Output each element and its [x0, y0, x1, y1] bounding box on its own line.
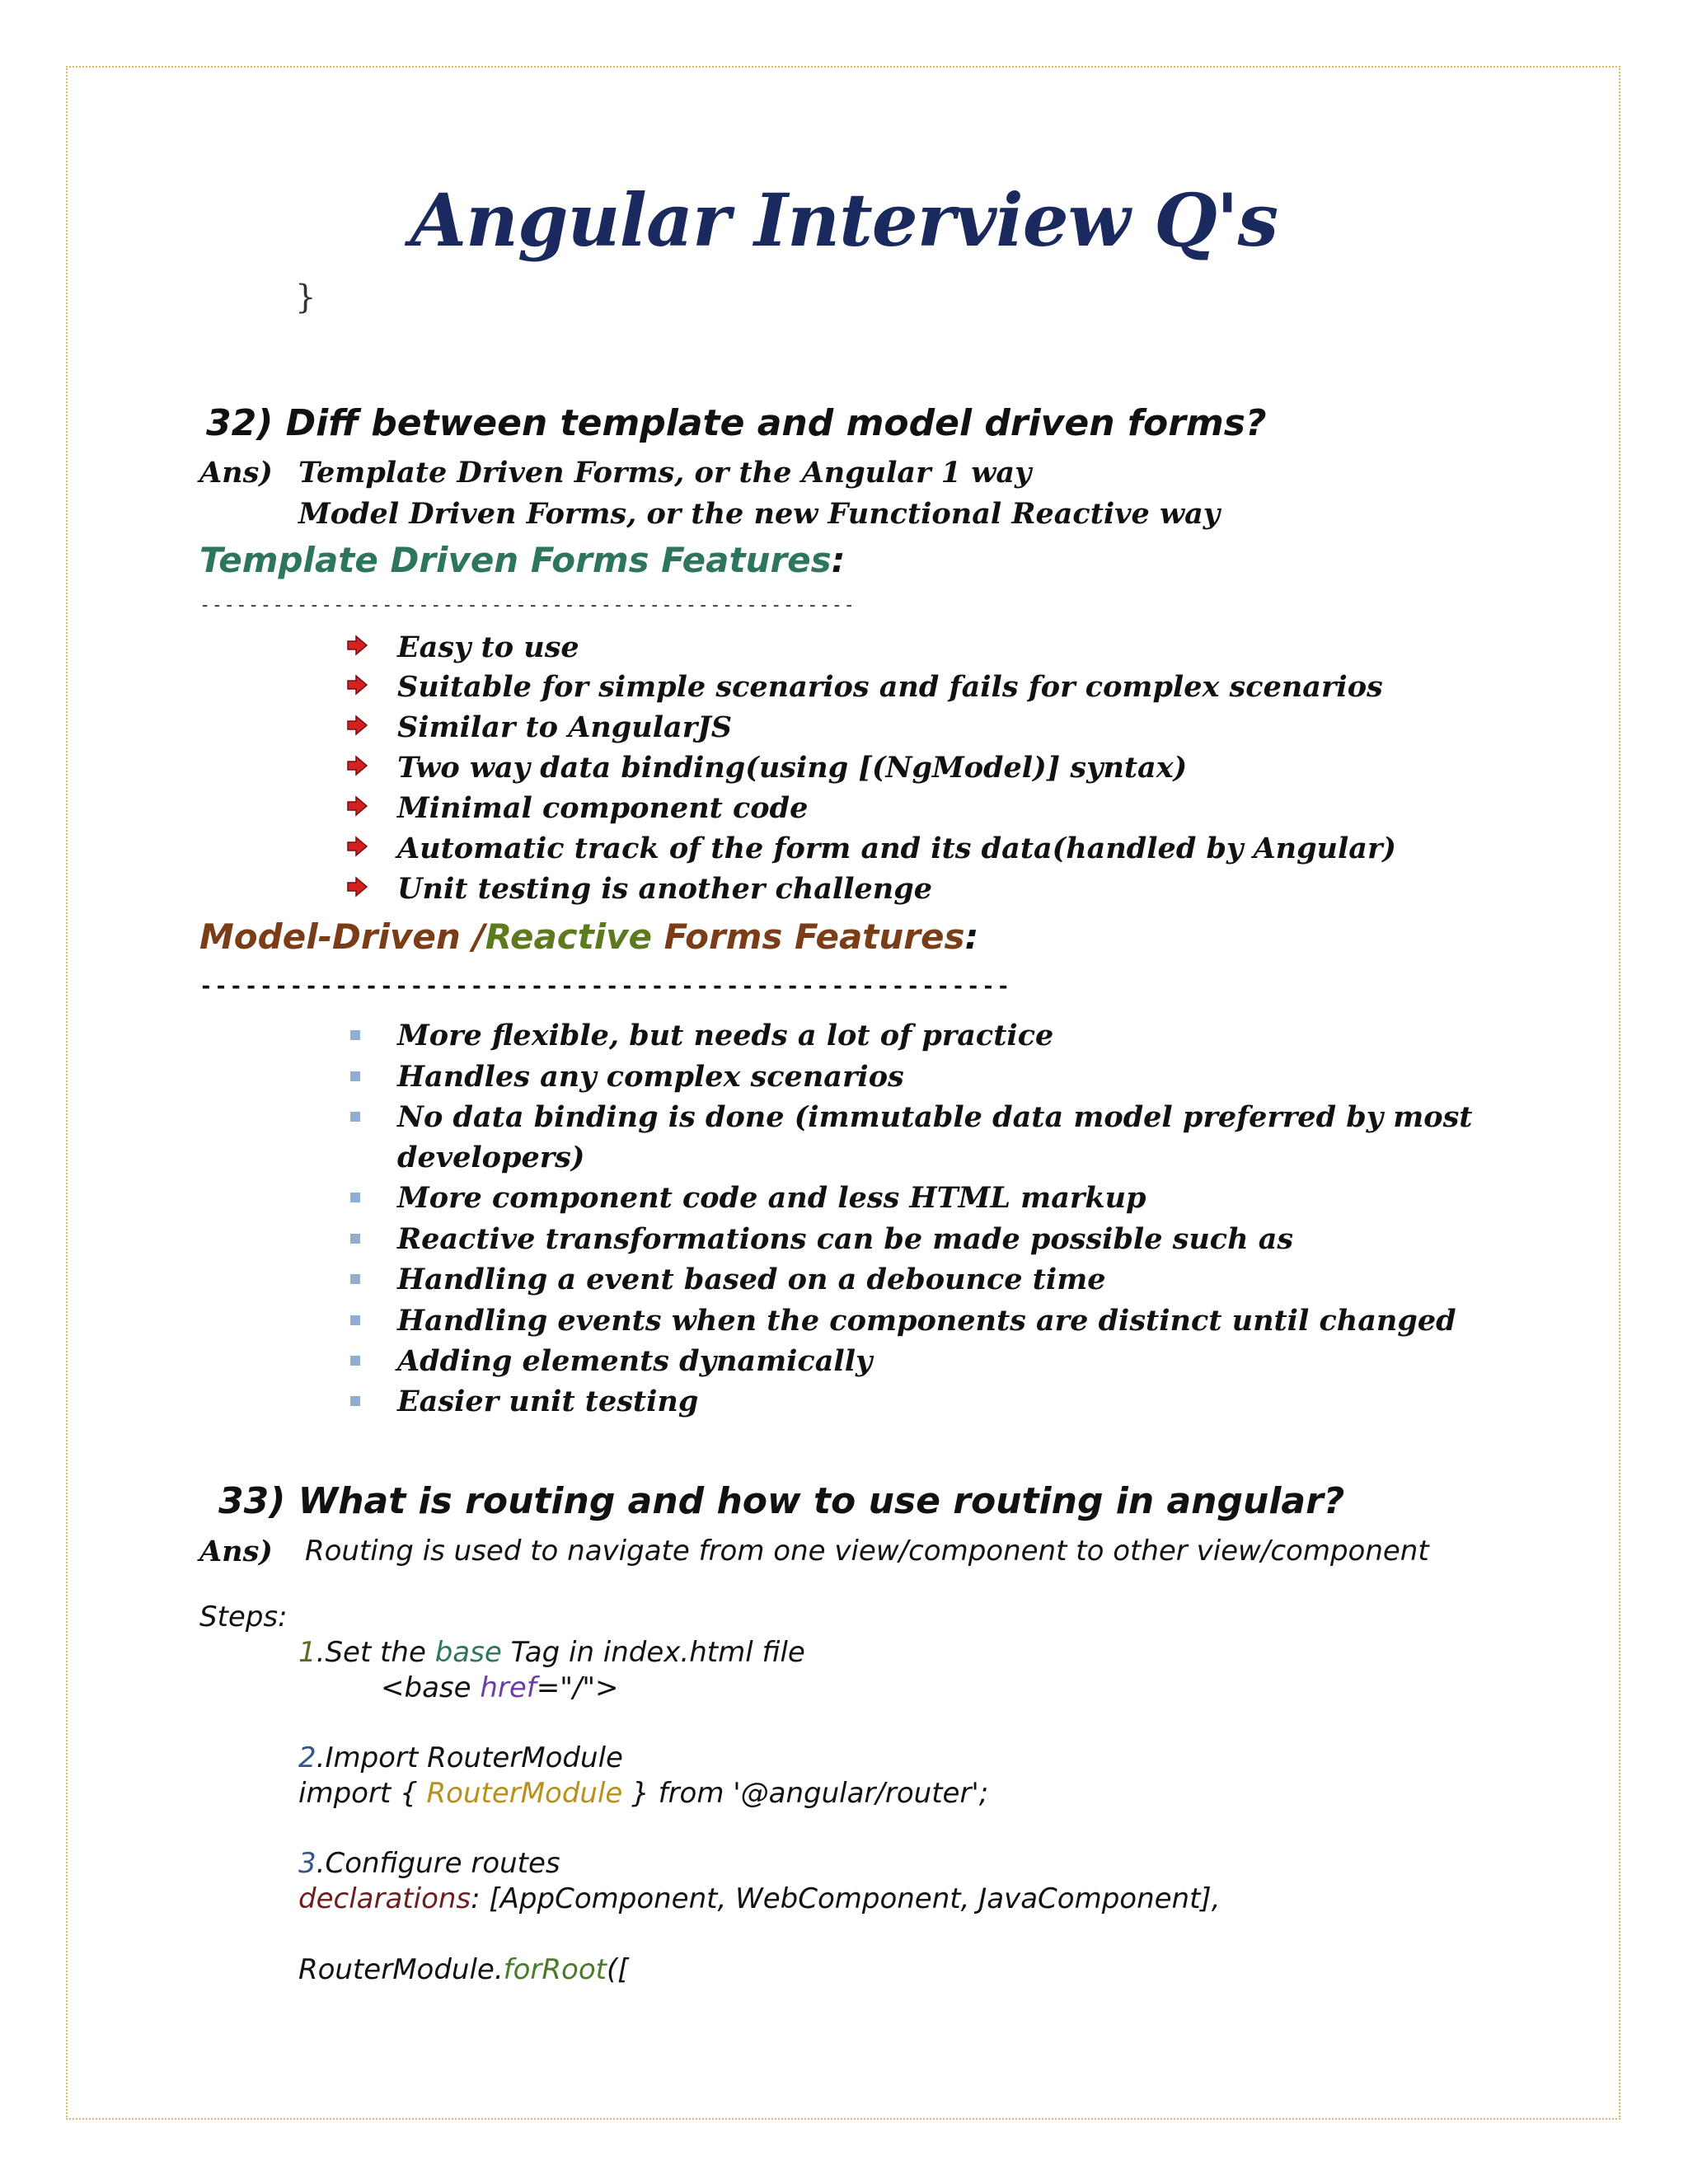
- step-2: [298, 1741, 623, 1774]
- steps-label: Steps:: [199, 1601, 288, 1633]
- arrow-bullet-icon: [345, 713, 369, 738]
- square-bullet-icon: [350, 1030, 360, 1040]
- template-feature-item: Minimal component code: [397, 791, 809, 825]
- template-feature-item: Two way data binding(using [(NgModel)] syntax): [397, 751, 1188, 785]
- step-2-code-module: RouterModule: [426, 1777, 623, 1810]
- model-heading-colon: :: [964, 916, 979, 957]
- model-feature-item: Handling a event based on a debounce time: [397, 1263, 1106, 1296]
- square-bullet-icon: [350, 1356, 360, 1366]
- model-feature-item: Reactive transformations can be made possible such as: [397, 1222, 1294, 1256]
- step-1-code-attr: href: [480, 1671, 537, 1704]
- question-32: 32) Diff between template and model driven forms?: [206, 402, 1267, 444]
- template-heading: [199, 540, 845, 580]
- step-3-code-key: declarations: [298, 1882, 471, 1915]
- template-feature-item: Automatic track of the form and its data(handled by Angular): [397, 832, 1396, 865]
- template-feature-item: Easy to use: [397, 630, 579, 664]
- arrow-bullet-icon: [345, 753, 369, 778]
- model-heading: [199, 916, 978, 957]
- answer-label-32: Ans): [199, 456, 273, 490]
- step-2-code: [298, 1777, 988, 1810]
- step-1-code-a: <base: [381, 1671, 481, 1704]
- step-3-text: .Configure routes: [316, 1847, 560, 1880]
- dashed-divider-bold: ------------------------------------------------------: [199, 974, 1012, 999]
- template-heading-colon: :: [831, 540, 846, 580]
- model-heading-part3: Forms Features: [652, 916, 965, 957]
- model-feature-item: More component code and less HTML markup: [397, 1181, 1146, 1215]
- answer-32-line2: Model Driven Forms, or the new Functional Reactive way: [298, 497, 1221, 531]
- model-heading-part2: Reactive: [485, 916, 653, 957]
- model-heading-part1: Model-Driven /: [199, 916, 485, 957]
- model-feature-item: Handling events when the components are distinct until changed: [397, 1304, 1456, 1338]
- arrow-bullet-icon: [345, 874, 369, 899]
- step-2-code-c: } from '@angular/router';: [622, 1777, 989, 1810]
- step-3-code2-a: RouterModule.: [298, 1953, 504, 1986]
- template-feature-item: Unit testing is another challenge: [397, 872, 932, 906]
- answer-33-text: Routing is used to navigate from one view/component to other view/component: [305, 1535, 1429, 1568]
- square-bullet-icon: [350, 1193, 360, 1202]
- closing-brace: }: [295, 279, 316, 316]
- step-3-code2-c: ([: [606, 1953, 629, 1986]
- step-2-text: .Import RouterModule: [316, 1741, 623, 1774]
- step-3-code: [298, 1882, 1221, 1915]
- step-3-code2-method: forRoot: [503, 1953, 607, 1986]
- template-feature-item: Suitable for simple scenarios and fails for complex scenarios: [397, 670, 1383, 704]
- answer-32-line1: Template Driven Forms, or the Angular 1 way: [298, 456, 1032, 490]
- square-bullet-icon: [350, 1234, 360, 1244]
- step-1-number: 1: [298, 1636, 316, 1669]
- step-3: [298, 1847, 560, 1880]
- dashed-divider-thin: ------------------------------------------------------: [199, 595, 856, 616]
- square-bullet-icon: [350, 1396, 360, 1406]
- step-1-code: [381, 1671, 619, 1704]
- model-feature-item: More flexible, but needs a lot of practice: [397, 1019, 1054, 1052]
- model-feature-item: Adding elements dynamically: [397, 1344, 873, 1378]
- step-1-code-c: ="/">: [536, 1671, 619, 1704]
- step-1: [298, 1636, 805, 1669]
- model-feature-item: Easier unit testing: [397, 1385, 699, 1418]
- template-heading-text: Template Driven Forms Features: [199, 540, 832, 580]
- step-1-text-b: Tag in index.html file: [501, 1636, 805, 1669]
- model-feature-item: No data binding is done (immutable data model preferred by most: [397, 1100, 1473, 1134]
- square-bullet-icon: [350, 1274, 360, 1284]
- step-3-number: 3: [298, 1847, 316, 1880]
- step-1-text-a: .Set the: [316, 1636, 435, 1669]
- model-feature-item: Handles any complex scenarios: [397, 1060, 904, 1094]
- step-1-keyword: base: [434, 1636, 502, 1669]
- arrow-bullet-icon: [345, 673, 369, 697]
- arrow-bullet-icon: [345, 633, 369, 658]
- question-33: 33) What is routing and how to use routing in angular?: [218, 1480, 1345, 1522]
- square-bullet-icon: [350, 1071, 360, 1081]
- arrow-bullet-icon: [345, 834, 369, 859]
- step-3-code-value: : [AppComponent, WebComponent, JavaComponent],: [471, 1882, 1221, 1915]
- answer-label-33: Ans): [199, 1535, 273, 1568]
- arrow-bullet-icon: [345, 794, 369, 818]
- step-3-code-2: [298, 1953, 629, 1986]
- square-bullet-icon: [350, 1315, 360, 1325]
- square-bullet-icon: [350, 1112, 360, 1122]
- step-2-code-a: import {: [298, 1777, 427, 1810]
- template-feature-item: Similar to AngularJS: [397, 710, 732, 744]
- step-2-number: 2: [298, 1741, 316, 1774]
- model-feature-item-cont: developers): [397, 1141, 585, 1174]
- page-title: Angular Interview Q's: [410, 177, 1278, 263]
